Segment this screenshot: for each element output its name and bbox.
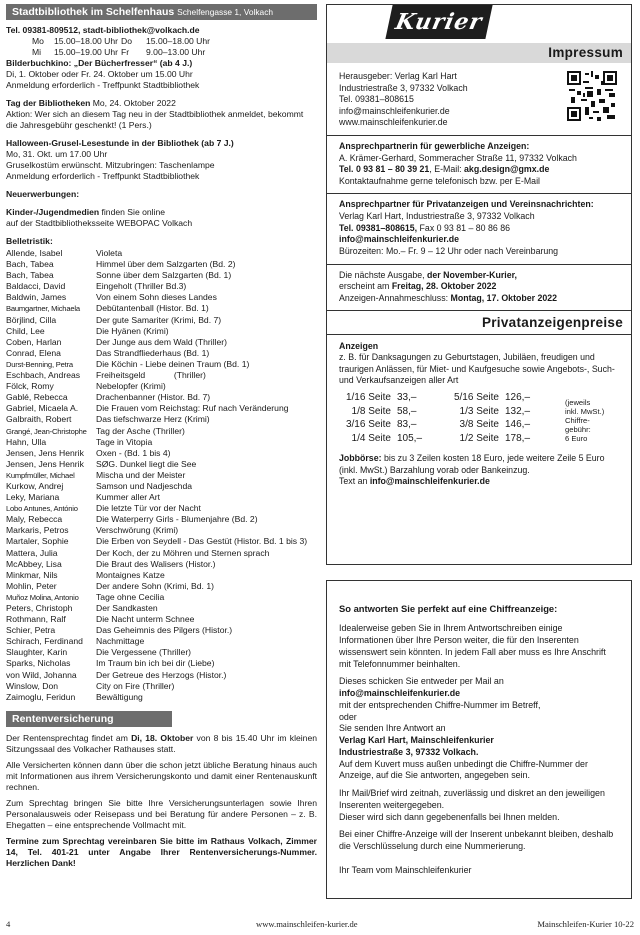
chiffre-p4: Bei einer Chiffre-Anzeige will der Inserent unbekannt bleiben, deshalb die Verschlüsselung durch eine Nummerierung. (339, 829, 614, 852)
book-title: Die Waterperry Girls - Blumenjahre (Bd. 2) (96, 514, 258, 525)
price-size: 1/8 Seite (351, 405, 391, 417)
book-title: City on Fire (Thriller) (96, 680, 175, 691)
event-title: Halloween-Grusel-Lesestunde in der Bibliothek (ab 7 J.) (6, 138, 234, 148)
book-row (6, 459, 317, 470)
book-title: Freiheitsgeld (Thriller) (96, 370, 206, 381)
publisher-line: Tel. 09381–808615 (339, 94, 414, 105)
book-title: Eingeholt (Thriller Bd.3) (96, 281, 187, 292)
price-size: 1/2 Seite (459, 432, 499, 444)
book-row (6, 570, 317, 581)
book-title: Der Getreue des Herzogs (Histor.) (96, 669, 227, 680)
hours-day: Mo (32, 36, 44, 46)
text-to-email[interactable]: info@mainschleifenkurier.de (369, 476, 490, 487)
chiffre-address: Industriestraße 3, 97332 Volkach. (339, 746, 479, 757)
book-row (6, 303, 317, 314)
deadline-text: Anzeigen-Annahmeschluss: (339, 292, 451, 303)
book-title: Das tiefschwarze Herz (Krimi) (96, 414, 210, 425)
event-line: Di, 1. Oktober oder Fr. 24. Oktober um 15.00 Uhr (6, 69, 193, 79)
book-row (6, 403, 317, 414)
next-issue-name: der November-Kurier, (427, 269, 517, 280)
book-row (6, 248, 317, 259)
book-author: Baumgartner, Michaela (6, 304, 80, 314)
price-note-line: (jeweils (565, 398, 591, 408)
book-author: Mohlin, Peter (6, 580, 57, 591)
book-title: Die Erben von Seydell - Das Gestüt (Histor. Bd. 1 bis 3) (96, 536, 308, 547)
book-row (6, 448, 317, 459)
price-size: 3/8 Seite (459, 419, 499, 431)
event-bilderbuchkino (6, 58, 317, 91)
book-author: Galbraith, Robert (6, 414, 72, 425)
book-row (6, 603, 317, 614)
deadline-date: Montag, 17. Oktober 2022 (450, 292, 558, 303)
book-title: Die Hyänen (Krimi) (96, 325, 169, 336)
book-row (6, 692, 317, 703)
book-title: Tag der Asche (Thriller) (96, 425, 185, 436)
book-row (6, 315, 317, 326)
commercial-contact-title: Ansprechpartnerin für gewerbliche Anzeigen: (339, 141, 530, 152)
book-row (6, 326, 317, 337)
book-row (6, 625, 317, 636)
book-row (6, 470, 317, 481)
private-contact-address: Verlag Karl Hart, Industriestraße 3, 97332 Volkach (339, 211, 535, 222)
book-author: Kumpfmüller, Michael (6, 470, 75, 480)
book-row (6, 614, 317, 625)
book-row (6, 437, 317, 448)
book-author: Baldacci, David (6, 281, 66, 292)
book-author: Durst-Benning, Petra (6, 359, 73, 369)
book-title: Nachmittage (96, 636, 145, 647)
price-value: 178,– (505, 432, 531, 444)
book-author: Eschbach, Andreas (6, 370, 81, 381)
prices-title: Privatanzeigenpreise (481, 315, 623, 331)
book-row (6, 647, 317, 658)
price-size: 1/3 Seite (459, 405, 499, 417)
office-hours: Bürozeiten: Mo.– Fr. 9 – 12 Uhr oder nach Vereinbarung (339, 245, 559, 256)
ads-text: z. B. für Danksagungen zu Geburtstagen, Jubiläen, freudigen und traurigen Anlässen, für Miet- und Kaufgesuche sowie Angebots-, Such- und Verkaufsanzeigen aller Art (339, 352, 615, 386)
book-row (6, 337, 317, 348)
book-row (6, 270, 317, 281)
prices-body (327, 335, 631, 494)
text-to-label: Text an (339, 476, 370, 487)
book-title: Das Geheimnis des Pilgers (Histor.) (96, 625, 233, 636)
book-row (6, 259, 317, 270)
book-title: Die Braut des Walisers (Histor.) (96, 558, 216, 569)
book-author: Muñoz Molina, Antonio (6, 592, 79, 602)
book-author: Rothmann, Ralf (6, 614, 66, 625)
book-row (6, 381, 317, 392)
hours-time: 15.00–18.00 Uhr (54, 36, 119, 46)
book-title: Im Traum bin ich bei dir (Liebe) (96, 658, 215, 669)
pension-header (6, 711, 172, 727)
private-fax: Fax 0 93 81 – 80 86 86 (417, 222, 511, 233)
hours-time: 15.00–19.00 Uhr (54, 47, 119, 57)
chiffre-p3: Ihr Mail/Brief wird zeitnah, zuverlässig und diskret an den jeweiligen Inserenten weitergegeben. (339, 788, 605, 810)
footer-url[interactable]: www.mainschleifen-kurier.de (256, 919, 358, 929)
book-row (6, 481, 317, 492)
book-author: Gablé, Rebecca (6, 392, 68, 403)
book-row (6, 503, 317, 514)
book-author: Bach, Tabea (6, 259, 54, 270)
book-author: Baldwin, James (6, 292, 67, 303)
book-author: Kurkow, Andrej (6, 480, 64, 491)
book-title: Kummer aller Art (96, 492, 160, 503)
book-title: Sonne über dem Salzgarten (Bd. 1) (96, 270, 232, 281)
impressum-box (326, 4, 632, 565)
next-issue-text: Die nächste Ausgabe, (339, 269, 428, 280)
book-row (6, 514, 317, 525)
book-author: von Wild, Johanna (6, 669, 77, 680)
private-email[interactable]: info@mainschleifenkurier.de (339, 234, 460, 245)
hours-time: 9.00–13.00 Uhr (146, 47, 206, 57)
book-author: Lobo Antunes, António (6, 504, 78, 514)
book-row (6, 658, 317, 669)
book-row (6, 559, 317, 570)
price-value: 105,– (397, 432, 423, 444)
book-row (6, 548, 317, 559)
book-author: Slaughter, Karin (6, 647, 68, 658)
price-size: 1/16 Seite (345, 392, 391, 404)
pension-header-title: Rentenversicherung (12, 712, 114, 725)
event-tag-der-bibliotheken (6, 98, 317, 131)
book-author: Zaimoglu, Feridun (6, 691, 76, 702)
book-title: Die letzte Tür vor der Nacht (96, 503, 201, 514)
book-row (6, 670, 317, 681)
book-author: McAbbey, Lisa (6, 558, 62, 569)
book-author: Minkmar, Nils (6, 569, 58, 580)
book-title: Himmel über dem Salzgarten (Bd. 2) (96, 259, 236, 270)
event-title: Tag der Bibliotheken (6, 98, 91, 108)
library-header-title: Stadtbibliothek im Schelfenhaus (12, 6, 175, 18)
book-row (6, 292, 317, 303)
book-title: Drachenbanner (Histor. Bd. 7) (96, 392, 211, 403)
book-author: Jensen, Jens Henrik (6, 458, 84, 469)
book-row (6, 525, 317, 536)
book-row (6, 426, 317, 437)
book-title: Der gute Samariter (Krimi, Bd. 7) (96, 314, 222, 325)
price-note-line: Chiffre- (565, 416, 590, 426)
book-title: Verschwörung (Krimi) (96, 525, 179, 536)
price-note-line: 6 Euro (565, 434, 588, 444)
book-author: Peters, Christoph (6, 603, 73, 613)
book-author: Winslow, Don (6, 680, 59, 691)
price-size: 5/16 Seite (453, 392, 499, 404)
footer-issue: Mainschleifen-Kurier 10-22 (537, 919, 634, 929)
event-line: Anmeldung erforderlich - Treffpunkt Stadtbibliothek (6, 80, 200, 90)
event-title: Bilderbuchkino: „Der Bücherfresser“ (ab 4 J.) (6, 58, 193, 68)
book-author: Schirach, Ferdinand (6, 636, 83, 647)
pension-p2: Alle Versicherten können dann über die schon jetzt übliche Beratung hinaus auch mit Informationen aus ihrem Versicherungskonto und damit einer Rentenauskunft rechnen. (6, 759, 317, 792)
book-author: Fölck, Romy (6, 381, 54, 392)
book-row (6, 492, 317, 503)
book-title: Montaignes Katze (96, 569, 165, 580)
book-title: SØG. Dunkel liegt die See (96, 458, 197, 469)
book-title: Debütantenball (Histor. Bd. 1) (96, 303, 209, 314)
book-title: Mischa und der Meister (96, 469, 186, 480)
book-row (6, 414, 317, 425)
private-phone: Tel. 09381–808615, (339, 222, 418, 233)
qr-code-icon (567, 71, 617, 121)
book-row (6, 536, 317, 547)
price-value: 33,– (397, 392, 417, 404)
book-author: Hahn, Ulla (6, 436, 47, 447)
price-size: 1/4 Seite (351, 432, 391, 444)
new-acquisitions-label: Neuerwerbungen: (6, 189, 80, 199)
commercial-email[interactable]: akg.design@gmx.de (464, 164, 550, 175)
price-value: 83,– (397, 419, 417, 431)
chiffre-text: Auf dem Kuvert muss außen unbedingt die Chiffre-Nummer der Anzeige, auf die Sie antworten, angegeben sein. (339, 758, 588, 781)
commercial-text: , E-Mail: (429, 164, 465, 175)
book-title: Oxen - (Bd. 1 bis 4) (96, 447, 171, 458)
book-title: Bewältigung (96, 691, 143, 702)
book-title: Tage in Vitopia (96, 436, 153, 447)
book-row (6, 392, 317, 403)
book-row (6, 359, 317, 370)
library-header-address: Schelfengasse 1, Volkach (177, 7, 274, 17)
book-title: Der andere Sohn (Krimi, Bd. 1) (96, 580, 214, 591)
ads-label: Anzeigen (339, 340, 379, 351)
event-line: Gruselkostüm erwünscht. Mitzubringen: Taschenlampe (6, 160, 215, 170)
publisher-email[interactable]: info@mainschleifenkurier.de (339, 105, 450, 116)
jobs-label: Jobbörse: (339, 453, 382, 464)
event-line: Aktion: Wer sich an diesem Tag neu in der Stadtbibliothek anmeldet, bekommt die Jahresgebühr geschenkt! (1 Pers.) (6, 109, 304, 130)
hours-day: Fr (121, 47, 130, 57)
pension-text: von 8 bis 15.40 Uhr im kleinen Sitzungssaal des Volkacher Rathauses statt. (6, 732, 318, 754)
book-title: Nebelopfer (Krimi) (96, 381, 166, 392)
book-row (6, 681, 317, 692)
book-title: Der Sandkasten (96, 603, 158, 613)
impressum-title: Impressum (327, 43, 631, 63)
kurier-logo: Kurier (385, 5, 492, 39)
publisher-line: Herausgeber: Verlag Karl Hart (339, 71, 457, 81)
commercial-contact-address: A. Krämer-Gerhard, Sommeracher Straße 11, 97332 Volkach (339, 152, 577, 163)
publisher-website[interactable]: www.mainschleifenkurier.de (339, 117, 448, 128)
impressum-body (327, 63, 631, 310)
pension-p4: Termine zum Sprechtag vereinbaren Sie bitte im Rathaus Volkach, Zimmer 14, Tel. 401-21 unter Angabe Ihrer Rentenversicherungs-Nummer. Herzlichen Dank! (6, 835, 317, 868)
pension-date: Di, 18. Oktober (131, 732, 194, 743)
pension-text: Der Rentensprechtag findet am (6, 732, 132, 743)
book-title: Die Nacht unterm Schnee (96, 614, 195, 625)
book-row (6, 636, 317, 647)
library-hours (32, 36, 317, 58)
kids-media-text-2: auf der Stadtbibliotheksseite WEBOPAC Volkach (6, 218, 193, 228)
chiffre-p1: Idealerweise geben Sie in Ihrem Antwortschreiben einige Informationen über Ihre Person weiter, die für den Inserenten wissenswert sein könnten. In jedem Fall aber muss es Ihre Anschrift mit Telefonnummer beinhalten. (339, 623, 606, 669)
price-value: 146,– (505, 419, 531, 431)
price-value: 132,– (505, 405, 531, 417)
book-row (6, 581, 317, 592)
book-author: Allende, Isabel (6, 248, 63, 258)
book-row (6, 281, 317, 292)
kurier-logo-area (327, 5, 631, 43)
library-contact: Tel. 09381-809512, stadt-bibliothek@volkach.de (6, 25, 200, 35)
book-title: Das Strandfliederhaus (Bd. 1) (96, 347, 210, 358)
event-date: Mo, 24. Oktober 2022 (90, 98, 176, 108)
kids-media-text: finden Sie online (99, 207, 166, 217)
publisher-line: Industriestraße 3, 97332 Volkach (339, 82, 468, 93)
kids-media-label: Kinder-/Jugendmedien (6, 207, 100, 217)
book-author: Mattera, Julia (6, 547, 58, 558)
chiffre-text: oder (339, 711, 357, 722)
book-author: Sparks, Nicholas (6, 658, 71, 669)
book-author: Coben, Harlan (6, 336, 62, 347)
event-line: Anmeldung erforderlich - Treffpunkt Stadtbibliothek (6, 171, 200, 181)
book-author: Conrad, Elena (6, 347, 61, 358)
page-number: 4 (6, 919, 11, 929)
book-title: Von einem Sohn dieses Landes (96, 292, 217, 303)
hours-day: Mi (32, 47, 42, 57)
book-row (6, 348, 317, 359)
event-line: Mo, 31. Okt. um 17.00 Uhr (6, 149, 108, 159)
library-column (6, 4, 317, 869)
book-author: Gabriel, Micaela A. (6, 403, 79, 414)
hours-time: 15.00–18.00 Uhr (146, 36, 211, 46)
book-author: Jensen, Jens Henrik (6, 447, 84, 458)
price-note (565, 398, 604, 443)
chiffre-title: So antworten Sie perfekt auf eine Chiffreanzeige: (339, 603, 558, 614)
pension-p3: Zum Sprechtag bringen Sie bitte Ihre Versicherungsunterlagen sowie Ihren Personalausweis oder Reisepass und bei Beratung für andere Personen – z. B. Ehegatten – eine entsprechende Vollmacht mit. (6, 797, 317, 830)
book-author: Grangé, Jean-Christophe (6, 426, 87, 436)
pension-p1 (6, 733, 317, 755)
chiffre-box (326, 580, 632, 899)
book-row (6, 370, 317, 381)
book-title: Tage ohne Cecilia (96, 591, 165, 602)
book-author: Bach, Tabea (6, 270, 54, 281)
chiffre-p2: Dieses schicken Sie entweder per Mail an (339, 676, 504, 687)
book-author: Maly, Rebecca (6, 514, 63, 525)
price-note-line: gebühr: (565, 425, 591, 435)
commercial-note: Kontaktaufnahme gerne telefonisch bzw. per E-Mail (339, 175, 540, 186)
chiffre-email[interactable]: info@mainschleifenkurier.de (339, 688, 461, 699)
book-title: Die Frauen vom Reichstag: Ruf nach Veränderung (96, 403, 289, 414)
book-author: Schier, Petra (6, 625, 56, 636)
book-author: Martaler, Sophie (6, 536, 69, 547)
commercial-phone: Tel. 0 93 81 – 80 39 21 (339, 164, 430, 175)
event-halloween (6, 138, 317, 182)
price-note-line: inkl. MwSt.) (565, 407, 605, 417)
book-row (6, 592, 317, 603)
book-title: Violeta (96, 248, 123, 258)
book-title: Samson und Nadjeschda (96, 480, 193, 491)
chiffre-text: Sie senden Ihre Antwort an (339, 723, 446, 734)
price-value: 126,– (505, 392, 531, 404)
price-size: 3/16 Seite (345, 419, 391, 431)
book-title: Die Köchin - Liebe deinen Traum (Bd. 1) (96, 358, 250, 369)
next-issue-date: Freitag, 28. Oktober 2022 (391, 281, 497, 292)
price-value: 58,– (397, 405, 417, 417)
hours-day: Do (121, 36, 132, 46)
jobs-text: bis zu 3 Zeilen kosten 18 Euro, jede weitere Zeile 5 Euro (inkl. MwSt.) Barzahlung vorab oder Bankeinzug. (339, 453, 605, 475)
book-title: Der Junge aus dem Wald (Thriller) (96, 336, 228, 347)
chiffre-address: Verlag Karl Hart, Mainschleifenkurier (339, 735, 494, 746)
book-author: Leky, Mariana (6, 492, 60, 503)
book-list (6, 248, 317, 703)
chiffre-signoff: Ihr Team vom Mainschleifenkurier (339, 864, 472, 875)
page-footer (6, 919, 634, 931)
book-title: Die Vergessene (Thriller) (96, 647, 192, 658)
chiffre-text: mit der entsprechenden Chiffre-Nummer im Betreff, (339, 699, 541, 710)
book-author: Börjlind, Cilla (6, 314, 57, 325)
fiction-label: Belletristik: (6, 236, 53, 246)
private-contact-title: Ansprechpartner für Privatanzeigen und Vereinsnachrichten: (339, 199, 594, 210)
price-table (339, 391, 619, 445)
book-title: Der Koch, der zu Möhren und Sternen sprach (96, 547, 270, 558)
library-header (6, 4, 317, 20)
book-author: Markaris, Petros (6, 525, 69, 536)
next-issue-text: erscheint am (339, 281, 392, 292)
book-author: Child, Lee (6, 325, 45, 336)
chiffre-text: Dieser wird sich dann gegebenenfalls bei Ihnen melden. (339, 811, 560, 822)
